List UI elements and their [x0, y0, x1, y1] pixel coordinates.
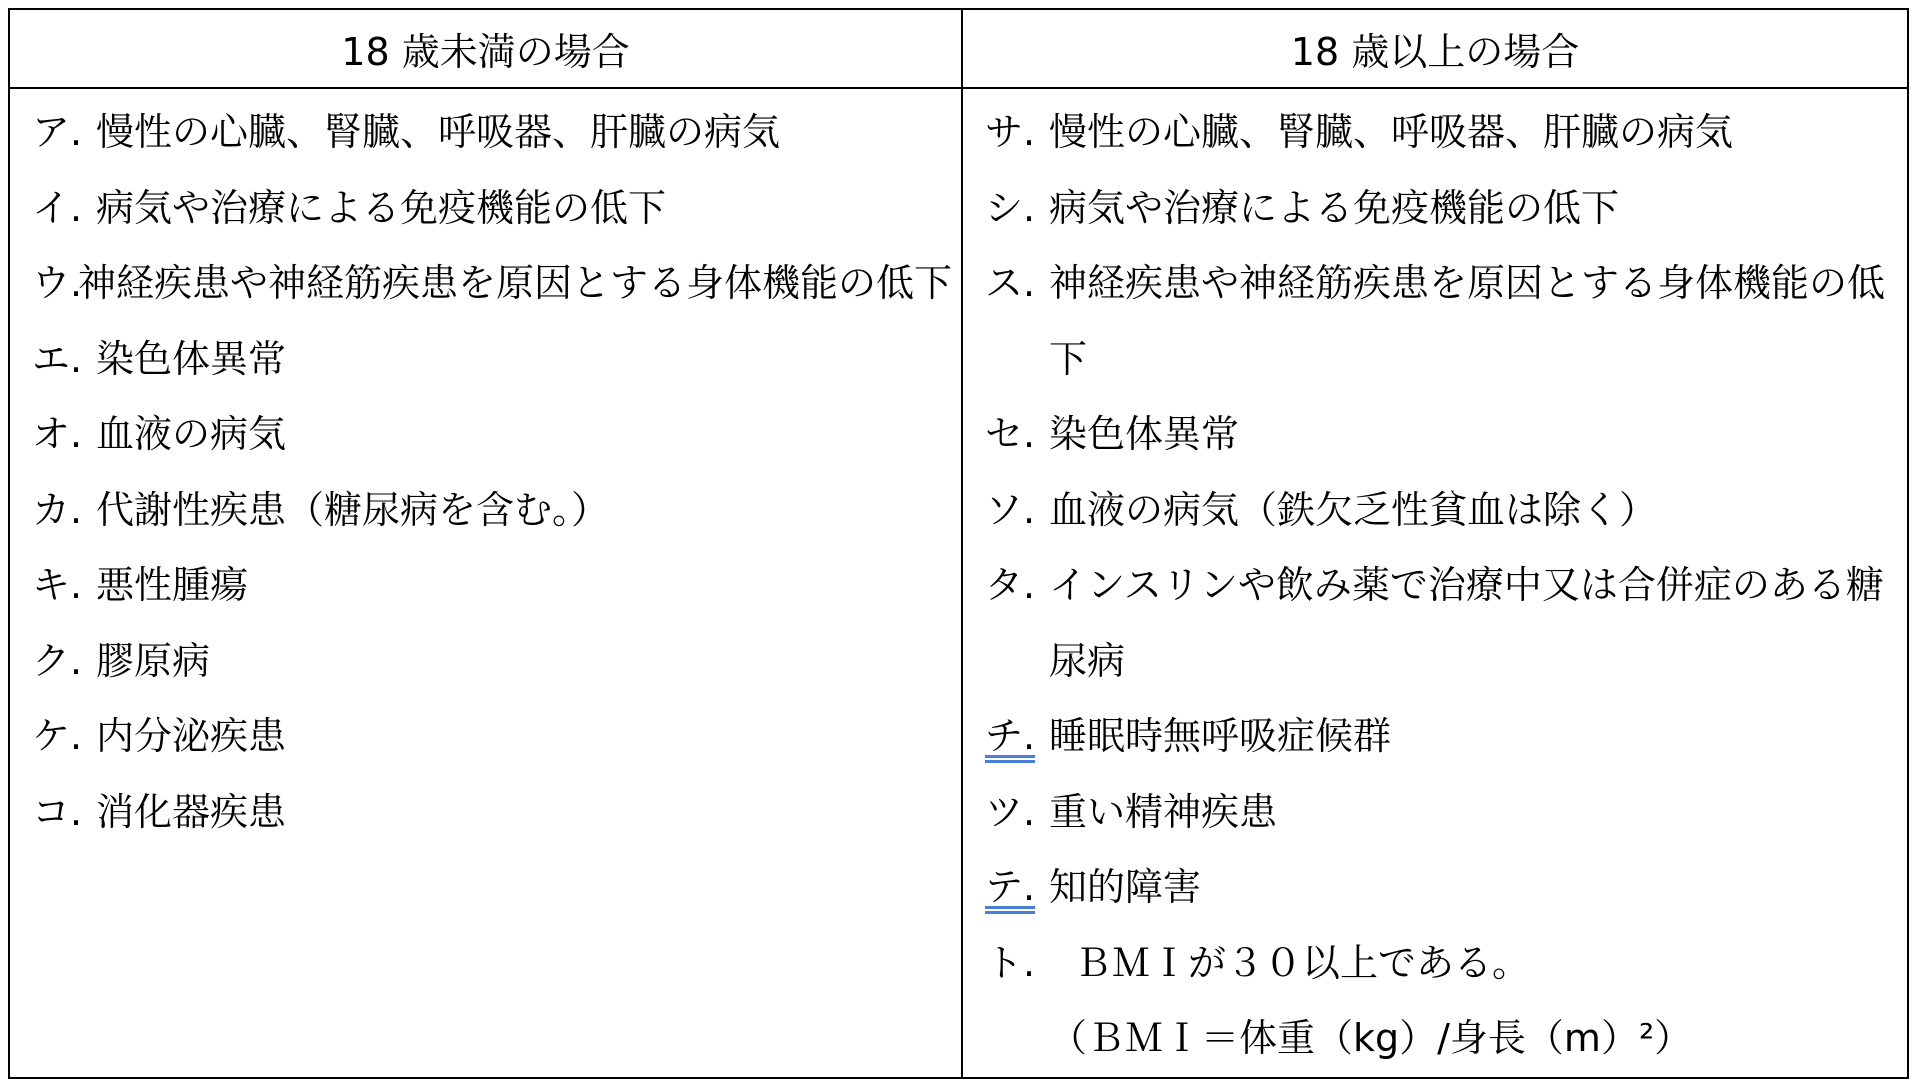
- 18-and-over-cell: [962, 88, 1908, 1078]
- item-marker: オ.: [32, 412, 83, 456]
- item-text: 慢性の心臓、腎臓、呼吸器、肝臓の病気: [96, 110, 781, 154]
- item-text: 重い精神疾患: [1049, 789, 1278, 834]
- list-item: [10, 322, 961, 398]
- list-item: [963, 246, 1907, 397]
- list-item: [10, 775, 961, 851]
- item-text: 血液の病気: [96, 412, 287, 456]
- item-text: 知的障害: [1049, 865, 1202, 909]
- header-under-18: 18 歳未満の場合: [9, 9, 962, 88]
- list-item: [963, 699, 1907, 775]
- item-text: 睡眠時無呼吸症候群: [1049, 714, 1392, 758]
- under-18-list: [10, 89, 961, 850]
- list-item: [963, 397, 1907, 473]
- conditions-table: [8, 8, 1909, 1079]
- list-item: [963, 473, 1907, 549]
- header-row: [9, 9, 1908, 88]
- bmi-criterion: ＢＭＩが３０以上である。: [1074, 940, 1531, 985]
- list-item: [10, 473, 961, 549]
- item-text: 内分泌疾患: [96, 714, 287, 758]
- item-marker: タ.: [985, 563, 1036, 607]
- list-item: [10, 171, 961, 247]
- item-text: 染色体異常: [96, 336, 287, 381]
- list-item: [10, 397, 961, 473]
- item-text: 病気や治療による免疫機能の低下: [1049, 185, 1620, 230]
- item-marker: ウ.: [32, 261, 83, 305]
- item-marker: カ.: [32, 487, 83, 532]
- item-text: 代謝性疾患（糖尿病を含む。）: [96, 487, 610, 532]
- list-item: [963, 850, 1907, 926]
- item-marker: コ.: [32, 789, 83, 834]
- list-item: [963, 171, 1907, 247]
- spellcheck-underline: テ.: [985, 865, 1036, 909]
- item-marker: イ.: [32, 185, 83, 230]
- header-18-and-over: 18 歳以上の場合: [962, 9, 1908, 88]
- item-text: 神経疾患や神経筋疾患を原因とする身体機能の低下: [1049, 261, 1886, 381]
- item-marker: セ.: [985, 412, 1036, 456]
- item-marker: [963, 850, 1049, 926]
- list-item: [10, 699, 961, 775]
- item-text: 病気や治療による免疫機能の低下: [96, 185, 667, 230]
- spellcheck-underline: チ.: [985, 714, 1036, 758]
- list-item: [10, 624, 961, 700]
- item-text: 膠原病: [96, 638, 211, 683]
- item-text: 消化器疾患: [96, 789, 287, 834]
- bmi-formula-note: （ＢＭＩ＝体重（kg）/身長（m）²）: [1049, 1016, 1693, 1060]
- list-item: [963, 95, 1907, 171]
- item-text: 神経疾患や神経筋疾患を原因とする身体機能の低下: [78, 261, 953, 305]
- list-item: [10, 95, 961, 171]
- item-text: [1049, 926, 1907, 1077]
- item-text: 染色体異常: [1049, 412, 1240, 456]
- list-item: [10, 246, 961, 322]
- item-text: インスリンや飲み薬で治療中又は合併症のある糖尿病: [1049, 563, 1884, 683]
- item-marker: キ.: [32, 563, 83, 607]
- list-item: [963, 775, 1907, 851]
- item-marker: ツ.: [985, 789, 1036, 834]
- item-marker: ソ.: [985, 487, 1036, 532]
- item-marker: シ.: [985, 185, 1036, 230]
- under-18-cell: [9, 88, 962, 1078]
- item-marker: ケ.: [32, 714, 83, 758]
- item-marker: [963, 699, 1049, 775]
- item-marker: ス.: [985, 261, 1036, 305]
- item-text: 血液の病気（鉄欠乏性貧血は除く）: [1049, 487, 1658, 532]
- list-item: [10, 548, 961, 624]
- item-marker: エ.: [32, 336, 83, 381]
- item-marker: ク.: [32, 638, 83, 683]
- list-item: [963, 548, 1907, 699]
- item-marker: ト.: [985, 940, 1036, 985]
- item-marker: サ.: [985, 110, 1036, 154]
- item-text: 慢性の心臓、腎臓、呼吸器、肝臓の病気: [1049, 110, 1734, 154]
- body-row: [9, 88, 1908, 1078]
- list-item: [963, 926, 1907, 1077]
- item-text: 悪性腫瘍: [96, 563, 249, 607]
- 18-and-over-list: [963, 89, 1907, 1077]
- item-marker: ア.: [32, 110, 83, 154]
